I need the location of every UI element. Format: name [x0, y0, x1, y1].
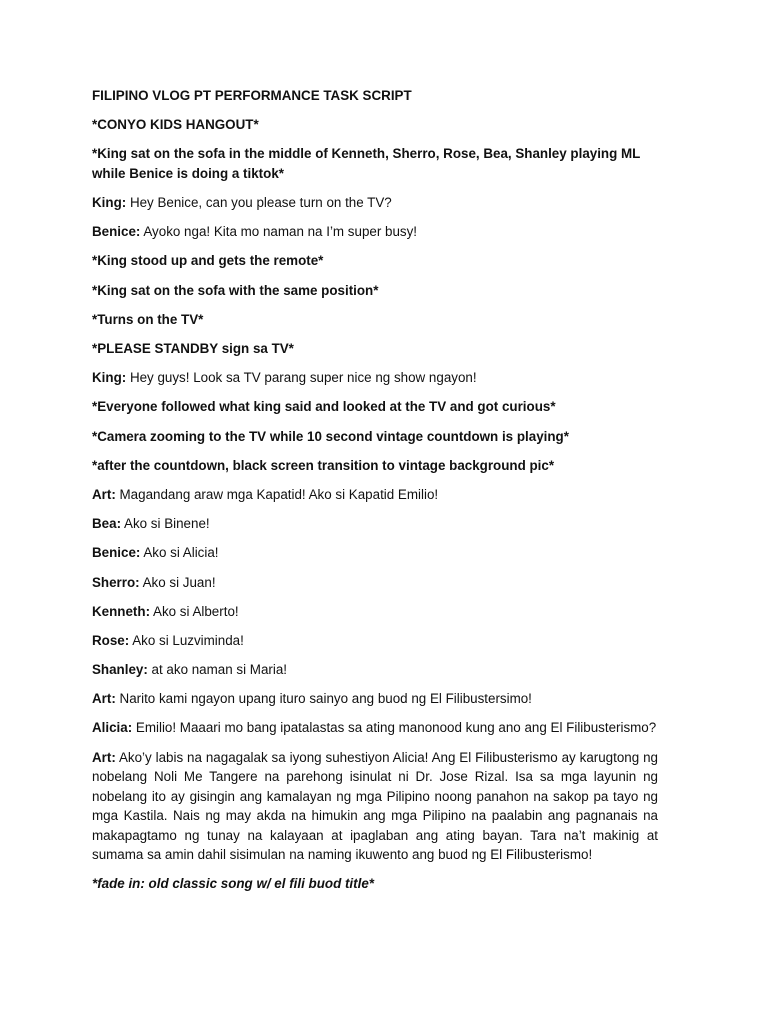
dialogue-line: [92, 222, 658, 242]
speaker-name: Alicia:: [92, 720, 133, 736]
dialogue-text: Narito kami ngayon upang ituro sainyo ang buod ng El Filibustersimo!: [115, 691, 532, 707]
speaker-name: Rose:: [92, 632, 130, 648]
stage-direction: *PLEASE STANDBY sign sa TV*: [92, 341, 294, 356]
dialogue-text: Ako si Juan!: [139, 574, 216, 590]
speaker-name: Art:: [92, 749, 116, 765]
stage-direction: *King sat on the sofa with the same position*: [92, 282, 379, 298]
dialogue-line: [92, 573, 658, 593]
stage-direction-italic: *fade in: old classic song w/ el fili buod title*: [92, 876, 374, 892]
dialogue-text: Ako si Luzviminda!: [129, 632, 244, 648]
speaker-name: King:: [92, 370, 127, 386]
speaker-name: Kenneth:: [92, 603, 151, 619]
stage-direction: *King sat on the sofa in the middle of Kenneth, Sherro, Rose, Bea, Shanley playing ML while Benice is doing a tiktok*: [92, 146, 641, 181]
speaker-name: King:: [92, 195, 127, 211]
dialogue-line: [92, 602, 658, 622]
dialogue-text: Ako’y labis na nagagalak sa iyong suhestiyon Alicia! Ang El Filibusterismo ay karugtong ng nobelang Noli Me Tangere na parehong isinulat ni Dr. Jose Rizal. Isa sa mga layunin ng nobelang ito ay gisingin ang kamalayan ng mga Pilipino noong panahon na sakop pa tayo ng mga Kastila. Nais ng may akda na himukin ang mga Pilipino na paalabin ang pagnanais na makapagtamo ng tunay na kalayaan at ipaglaban ang ating bayan. Tara na’t makinig at sumama sa amin dahil sisimulan na naming ikuwento ang buod ng El Filibusterismo!: [92, 749, 658, 863]
dialogue-line: [92, 193, 658, 213]
dialogue-text: Ako si Alberto!: [150, 603, 239, 619]
stage-direction: *Camera zooming to the TV while 10 second vintage countdown is playing*: [92, 428, 569, 444]
dialogue-text: Hey guys! Look sa TV parang super nice ng show ngayon!: [126, 370, 477, 386]
dialogue-text: Hey Benice, can you please turn on the TV?: [126, 195, 392, 211]
dialogue-line: [92, 543, 658, 563]
dialogue-text: Magandang araw mga Kapatid! Ako si Kapatid Emilio!: [115, 486, 439, 502]
dialogue-text: Ako si Alicia!: [140, 545, 219, 561]
script-body: [92, 86, 658, 904]
speaker-name: Shanley:: [92, 662, 148, 678]
stage-direction: *after the countdown, black screen transition to vintage background pic*: [92, 457, 555, 473]
speaker-name: Art:: [92, 691, 116, 707]
dialogue-text: Emilio! Maaari mo bang ipatalastas sa ating manonood kung ano ang El Filibusterismo?: [132, 720, 657, 736]
dialogue-line: [92, 514, 658, 534]
dialogue-line: [92, 368, 658, 388]
dialogue-line: [92, 631, 658, 651]
stage-direction: *CONYO KIDS HANGOUT*: [92, 117, 259, 133]
speaker-name: Benice:: [92, 224, 141, 240]
speaker-name: Bea:: [92, 516, 122, 532]
speaker-name: Art:: [92, 486, 116, 502]
dialogue-line: [92, 485, 658, 505]
stage-direction: *Turns on the TV*: [92, 311, 204, 327]
dialogue-text: Ako si Binene!: [121, 516, 210, 532]
dialogue-line: [92, 660, 658, 680]
dialogue-text: at ako naman si Maria!: [147, 662, 287, 678]
dialogue-text: Ayoko nga! Kita mo naman na I’m super busy!: [140, 224, 418, 240]
speaker-name: Sherro:: [92, 574, 140, 590]
document-title: FILIPINO VLOG PT PERFORMANCE TASK SCRIPT: [92, 88, 412, 103]
stage-direction: *Everyone followed what king said and looked at the TV and got curious*: [92, 399, 556, 415]
stage-direction: *King stood up and gets the remote*: [92, 253, 324, 269]
speaker-name: Benice:: [92, 545, 141, 561]
dialogue-line: [92, 748, 658, 865]
dialogue-line: [92, 718, 658, 738]
dialogue-line: [92, 689, 658, 709]
